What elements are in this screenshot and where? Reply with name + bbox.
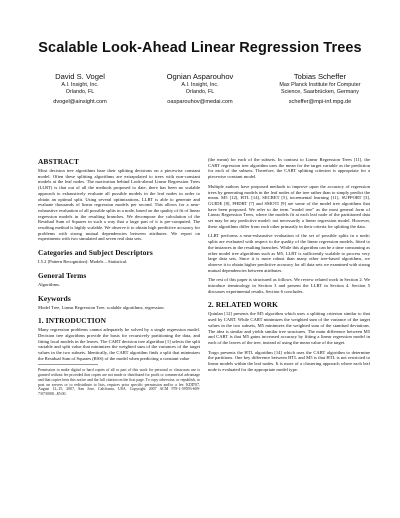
- author-affiliation: A.I. Insight, Inc.: [61, 82, 99, 88]
- keywords-heading: Keywords: [38, 293, 71, 303]
- right-column: [208, 157, 370, 373]
- author-3: [260, 72, 380, 105]
- author-name: Tobias Scheffer: [293, 72, 347, 81]
- author-location: Science, Saarbrücken, Germany: [281, 89, 359, 96]
- structure-paragraph: The rest of this paper is structured as follows. We review related work in Section 2. We introduce terminology in Section 3 and present the LLRT in Section 4. Section 5 discusses experimental results, Section 6 concludes.: [208, 277, 370, 294]
- author-name: Ognian Asparouhov: [166, 72, 234, 81]
- author-email: scheffer@mpi-inf.mpg.de: [288, 98, 352, 105]
- author-location: Orlando, FL: [65, 89, 95, 96]
- keywords-text: Model Tree, Linear Regression Tree, scalable algorithms, regression.: [38, 304, 165, 310]
- author-location: Orlando, FL: [185, 89, 215, 96]
- author-affiliation: Max Planck Institute for Computer: [279, 82, 361, 88]
- categories-text: I.5.2 [Pattern Recognition]: Models – Statistical.: [38, 259, 128, 265]
- model-tree-paragraph: Multiple authors have proposed methods to improve upon the accuracy of regression trees by generating models in the leaf nodes of the tree rather than to simply predict the mean. M5 [12], HTL [14], SECRET [5], incremental learning [11], SUPPORT [3], GUIDE [8], PHDRT [7] and SMOTI [9] are some of the model tree algorithms that have been proposed. We refer to the term "model tree" as the most general form of Linear Regression Trees, where the models fit at each leaf node of the partitioned data set may be any predictive model; not necessarily a linear regression model. However, these algorithms differ from each other primarily in their criteria for splitting the data.: [208, 183, 370, 229]
- abstract-text: Most decision tree algorithms base their splitting decisions on a piecewise constant model. Often these splitting algorithms are extrapolated to trees with non-constant models at the leaf nodes. The motivation behind Look-ahead Linear Regression Trees (LLRT) is that out of all the methods proposed to date, there has been no scalable approach to exhaustively evaluate all possible models in the leaf nodes in order to obtain an optimal split. Using several optimizations, LLRT is able to generate and evaluate thousands of linear regression models per second. This allows for a near-exhaustive evaluation of all possible splits in a node, based on the quality of fit of linear regression models in the resulting branches. We decompose the calculation of the Residual Sum of Squares in such a way that a large part of it is pre-computed. The resulting method is highly scalable. We observe it to obtain high predictive accuracy for problems with strong mutual dependencies between attributes. We report on experiments with two simulated and seven real data sets.: [38, 168, 200, 242]
- categories-heading: Categories and Subject Descriptors: [38, 248, 153, 258]
- author-block: [20, 72, 380, 105]
- author-affiliation: A.I. Insight, Inc.: [181, 82, 219, 88]
- author-name: David S. Vogel: [55, 72, 105, 81]
- intro-continued-text: (the mean) for each of the subsets. In contrast to Linear Regression Trees [11], the CART regression tree algorithm uses the mean for the target variable as the prediction for each of the subsets. Therefore, the CART splitting criterion is appropriate for a piecewise constant model.: [208, 157, 370, 180]
- copyright-footnote: Permission to make digital or hard copies of all or part of this work for personal or classroom use is granted without fee provided that copies are not made or distributed for profit or commercial advantage and that copies bear this notice and the full citation on the first page. To copy otherwise, or republish, to post on servers or to redistribute to lists, requires prior specific permission and/or a fee. KDD'07, August 12–15, 2007, San Jose, California, USA. Copyright 2007 ACM 978-1-59593-609-7/07/0008...$5.00.: [38, 368, 200, 396]
- related-work-htl-paragraph: Torgo presents the HTL algorithm [14] which uses the CART algorithm to determine the partitions. One key difference between HTL and M5 is that HTL is not restricted to linear models within the leaf nodes. It is more of a clustering approach where each leaf node is evaluated for the appropriate model type.: [208, 349, 370, 372]
- author-email: dvogel@ainsight.com: [53, 98, 107, 105]
- footnote-divider: [38, 364, 98, 365]
- introduction-text: Many regression problems cannot adequately be solved by a single regression model. Decision tree algorithms provide the basis for recursively partitioning the data, and fitting local models in the leaves. The CART decision tree algorithm [1] selects the split variable and split value that minimizes the weighted sum of the variances of the target values in the two subsets. Identically, the CART algorithm finds a split that minimizes the Residual Sum of Squares (RSS) of the model when predicting a constant value: [38, 327, 200, 361]
- general-terms-heading: General Terms: [38, 270, 87, 280]
- introduction-heading: 1. INTRODUCTION: [38, 316, 107, 326]
- author-2: [140, 72, 260, 105]
- related-work-heading: 2. RELATED WORK: [208, 300, 279, 310]
- related-work-m5-paragraph: Quinlan [12] presents the M5 algorithm which uses a splitting criterion similar to that used by CART. While CART minimizes the weighted sum of the variance of the target values in the two subsets, M5 minimizes the weighted sum of the standard deviations. The idea is similar and yields similar tree structures. The main difference between M5 and CART is that M5 gains increased accuracy by fitting a linear regression model in each of the leaves of the tree, instead of using the mean value of the target.: [208, 311, 370, 345]
- left-column: [38, 157, 200, 397]
- paper-title: Scalable Look-Ahead Linear Regression Trees: [38, 40, 362, 56]
- llrt-paragraph: LLRT performs a near-exhaustive evaluation of the set of possible splits in a node; splits are evaluated with respect to the quality of the linear regression models, fitted to the instances in the resulting branches. While this algorithm can be a time consuming as other model tree algorithms such as M5, LLRT is sufficiently scalable to process very large data sets. Since it is more robust than many other tree-based algorithms, we observe it to obtain higher predictive accuracy for all data sets we examined with strong mutual dependencies between attributes.: [208, 233, 370, 273]
- general-terms-text: Algorithms.: [38, 281, 61, 287]
- author-1: [20, 72, 140, 105]
- author-email: oasparouhov@medai.com: [167, 98, 233, 105]
- abstract-heading: ABSTRACT: [38, 157, 80, 166]
